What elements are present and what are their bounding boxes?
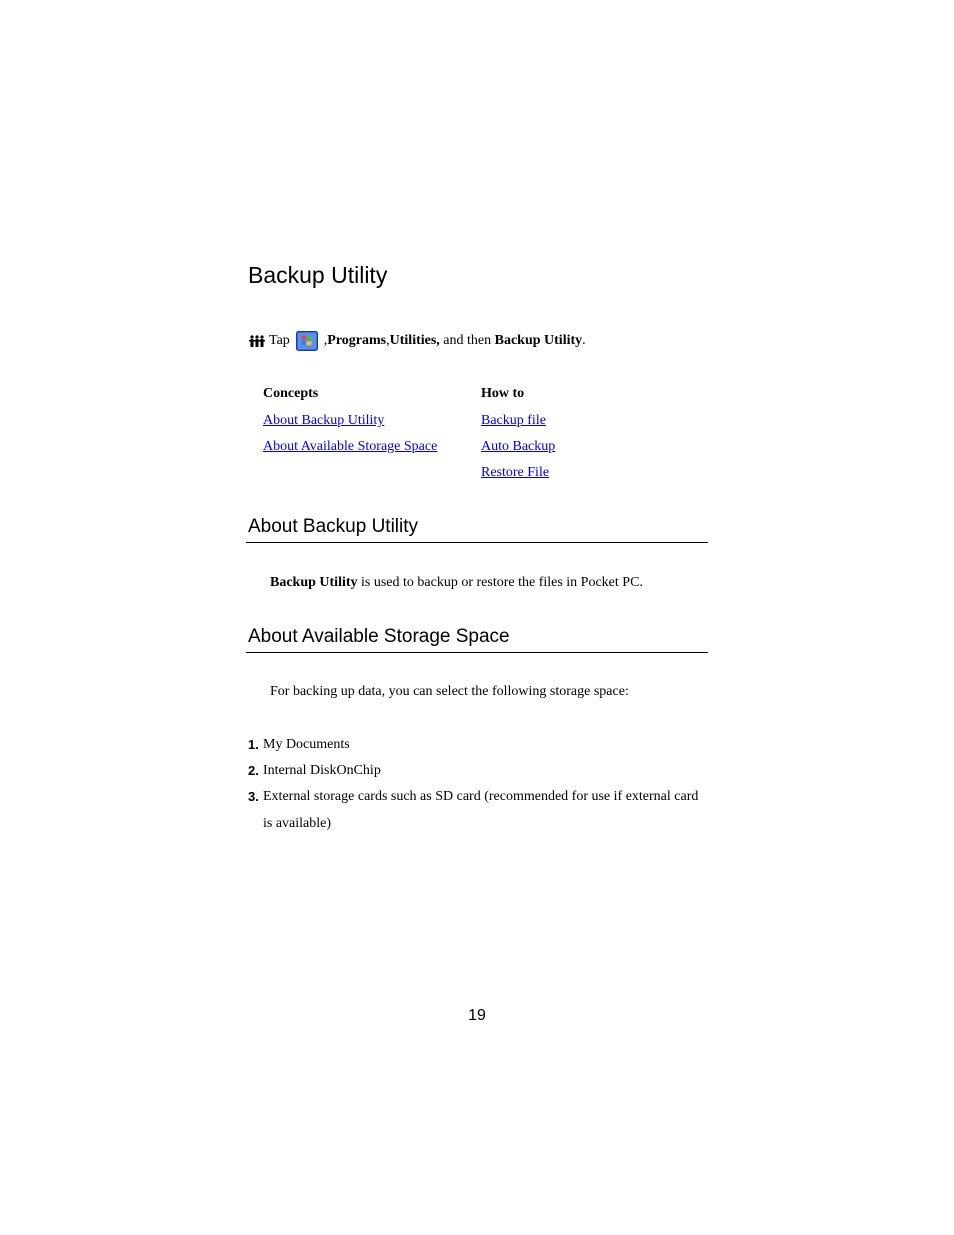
backup-utility-bold: Backup Utility: [270, 575, 358, 590]
utilities-label: Utilities,: [389, 333, 440, 348]
and-then-text: and then: [439, 333, 495, 348]
instruction-line: [249, 330, 586, 352]
period: .: [582, 333, 586, 348]
backup-utility-label: Backup Utility: [494, 333, 583, 348]
section-divider: [246, 542, 708, 543]
section-divider: [246, 652, 708, 653]
list-item: My Documents: [263, 737, 350, 752]
people-icon: [249, 335, 265, 347]
storage-intro-paragraph: For backing up data, you can select the following storage space:: [270, 684, 629, 699]
section-heading-about-backup: About Backup Utility: [248, 516, 419, 537]
how-to-header: How to: [481, 386, 525, 401]
section-heading-about-storage: About Available Storage Space: [248, 626, 510, 647]
link-restore-file[interactable]: Restore File: [481, 465, 550, 480]
programs-label: Programs: [327, 333, 387, 348]
concepts-header: Concepts: [263, 386, 319, 401]
separator: ,: [323, 333, 328, 348]
page-number: 19: [468, 1007, 486, 1024]
about-backup-paragraph: [270, 573, 643, 593]
list-item: Internal DiskOnChip: [263, 763, 381, 778]
list-number: 1.: [248, 737, 259, 752]
link-auto-backup[interactable]: Auto Backup: [481, 439, 556, 454]
list-number: 3.: [248, 789, 259, 804]
link-backup-file[interactable]: Backup file: [481, 413, 546, 428]
separator: ,: [386, 333, 390, 348]
windows-start-icon[interactable]: [296, 331, 318, 351]
list-item: External storage cards such as SD card (recommended for use if external card is available): [263, 789, 699, 831]
about-backup-text: is used to backup or restore the files in Pocket PC.: [357, 575, 643, 590]
link-about-backup-utility[interactable]: About Backup Utility: [263, 413, 385, 428]
link-about-available-storage-space[interactable]: About Available Storage Space: [263, 439, 438, 454]
list-number: 2.: [248, 763, 259, 778]
tap-word: Tap: [269, 333, 290, 348]
page-title: Backup Utility: [248, 262, 388, 288]
